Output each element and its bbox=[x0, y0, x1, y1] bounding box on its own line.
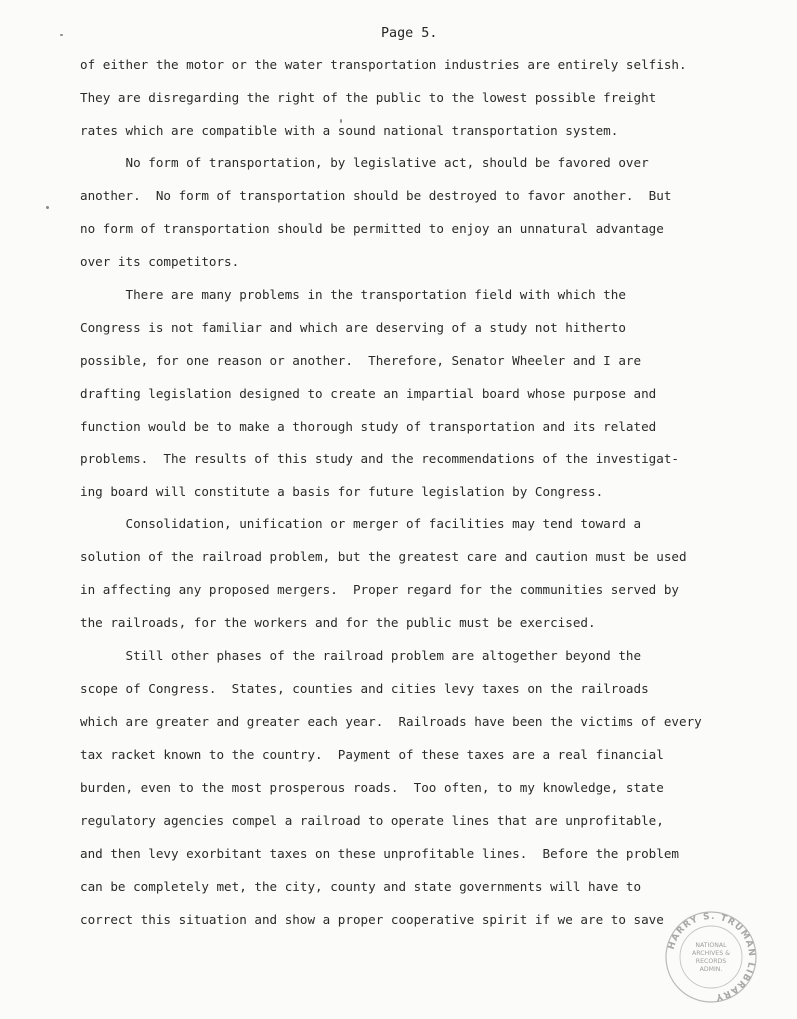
scan-speck bbox=[46, 206, 49, 209]
text-line: another. No form of transportation should be destroyed to favor another. But bbox=[80, 188, 672, 203]
text-line: in affecting any proposed mergers. Proper regard for the communities served by bbox=[80, 582, 679, 597]
text-line: regulatory agencies compel a railroad to operate lines that are unprofitable, bbox=[80, 813, 664, 828]
text-line: burden, even to the most prosperous roads. Too often, to my knowledge, state bbox=[80, 780, 664, 795]
text-line: of either the motor or the water transportation industries are entirely selfish. bbox=[80, 57, 687, 72]
text-line: can be completely met, the city, county and state governments will have to bbox=[80, 879, 642, 894]
text-line: No form of transportation, by legislative act, should be favored over bbox=[80, 155, 649, 170]
text-line: There are many problems in the transportation field with which the bbox=[80, 287, 626, 302]
text-line: They are disregarding the right of the public to the lowest possible freight bbox=[80, 90, 657, 105]
text-line: which are greater and greater each year. Railroads have been the victims of every bbox=[80, 714, 702, 729]
text-line: rates which are compatible with a sound national transportation system. bbox=[80, 123, 619, 138]
text-line: tax racket known to the country. Payment of these taxes are a real financial bbox=[80, 747, 664, 762]
stamp-inner-line: NATIONAL bbox=[695, 942, 727, 949]
stamp-inner-line: ARCHIVES & bbox=[692, 950, 730, 957]
page-number: Page 5. bbox=[381, 26, 438, 41]
stamp-outer-text: HARRY S. TRUMAN LIBRARY bbox=[666, 911, 757, 1002]
text-line: drafting legislation designed to create an impartial board whose purpose and bbox=[80, 386, 657, 401]
text-line: ing board will constitute a basis for future legislation by Congress. bbox=[80, 484, 604, 499]
text-line: Congress is not familiar and which are deserving of a study not hitherto bbox=[80, 320, 626, 335]
text-line: correct this situation and show a proper cooperative spirit if we are to save bbox=[80, 912, 664, 927]
text-line: problems. The results of this study and the recommendations of the investigat- bbox=[80, 451, 679, 466]
text-line: over its competitors. bbox=[80, 254, 240, 269]
text-line: Still other phases of the railroad problem are altogether beyond the bbox=[80, 648, 642, 663]
stamp-inner-line: RECORDS bbox=[695, 958, 727, 965]
text-line: function would be to make a thorough study of transportation and its related bbox=[80, 419, 657, 434]
scan-speck bbox=[340, 119, 342, 123]
text-line: scope of Congress. States, counties and cities levy taxes on the railroads bbox=[80, 681, 649, 696]
text-line: possible, for one reason or another. Therefore, Senator Wheeler and I are bbox=[80, 353, 642, 368]
library-stamp-icon bbox=[664, 910, 758, 1004]
text-line: and then levy exorbitant taxes on these unprofitable lines. Before the problem bbox=[80, 846, 679, 861]
text-line: the railroads, for the workers and for the public must be exercised. bbox=[80, 615, 596, 630]
text-line: solution of the railroad problem, but the greatest care and caution must be used bbox=[80, 549, 687, 564]
stamp-inner-line: ADMIN. bbox=[699, 966, 723, 973]
scan-speck bbox=[60, 34, 63, 36]
text-line: no form of transportation should be permitted to enjoy an unnatural advantage bbox=[80, 221, 664, 236]
text-line: Consolidation, unification or merger of facilities may tend toward a bbox=[80, 516, 642, 531]
